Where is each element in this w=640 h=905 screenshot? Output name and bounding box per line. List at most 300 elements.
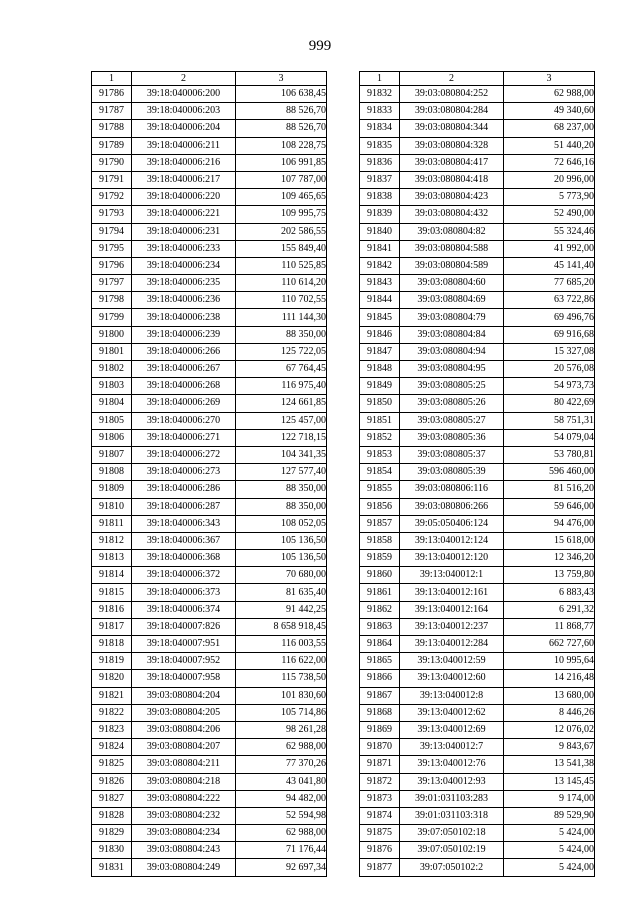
row-value: 92 697,34 bbox=[236, 859, 327, 876]
row-value: 51 440,20 bbox=[504, 137, 595, 154]
table-row bbox=[92, 292, 327, 309]
cadastral-number: 39:18:040006:373 bbox=[132, 584, 236, 601]
row-number: 91825 bbox=[92, 756, 132, 773]
row-number: 91857 bbox=[360, 515, 400, 532]
row-number: 91802 bbox=[92, 361, 132, 378]
row-value: 124 661,85 bbox=[236, 395, 327, 412]
table-row bbox=[92, 429, 327, 446]
row-value: 596 460,00 bbox=[504, 464, 595, 481]
row-value: 91 442,25 bbox=[236, 601, 327, 618]
row-number: 91862 bbox=[360, 601, 400, 618]
row-value: 52 594,98 bbox=[236, 807, 327, 824]
row-value: 81 516,20 bbox=[504, 481, 595, 498]
table-row bbox=[360, 309, 595, 326]
cadastral-number: 39:18:040006:235 bbox=[132, 275, 236, 292]
row-value: 9 843,67 bbox=[504, 739, 595, 756]
row-value: 89 529,90 bbox=[504, 807, 595, 824]
table-row bbox=[360, 429, 595, 446]
row-number: 91837 bbox=[360, 171, 400, 188]
row-number: 91788 bbox=[92, 120, 132, 137]
cadastral-number: 39:03:080806:116 bbox=[400, 481, 504, 498]
row-value: 106 991,85 bbox=[236, 154, 327, 171]
table-row bbox=[92, 171, 327, 188]
table-row bbox=[92, 670, 327, 687]
table-row bbox=[360, 240, 595, 257]
row-value: 59 646,00 bbox=[504, 498, 595, 515]
cadastral-number: 39:03:080804:417 bbox=[400, 154, 504, 171]
row-value: 58 751,31 bbox=[504, 412, 595, 429]
row-number: 91868 bbox=[360, 704, 400, 721]
cadastral-number: 39:18:040007:958 bbox=[132, 670, 236, 687]
table-row bbox=[360, 567, 595, 584]
cadastral-number: 39:18:040006:217 bbox=[132, 171, 236, 188]
row-value: 88 350,00 bbox=[236, 498, 327, 515]
cadastral-number: 39:13:040012:237 bbox=[400, 618, 504, 635]
row-number: 91848 bbox=[360, 361, 400, 378]
table-row bbox=[92, 618, 327, 635]
table-row bbox=[360, 189, 595, 206]
row-value: 72 646,16 bbox=[504, 154, 595, 171]
cadastral-number: 39:18:040006:343 bbox=[132, 515, 236, 532]
cadastral-number: 39:03:080804:211 bbox=[132, 756, 236, 773]
row-value: 108 228,75 bbox=[236, 137, 327, 154]
page-number: 999 bbox=[308, 38, 332, 54]
cadastral-number: 39:18:040006:372 bbox=[132, 567, 236, 584]
row-number: 91836 bbox=[360, 154, 400, 171]
cadastral-number: 39:03:080805:26 bbox=[400, 395, 504, 412]
table-row bbox=[360, 206, 595, 223]
column-header-1: 1 bbox=[360, 72, 400, 86]
table-row bbox=[360, 550, 595, 567]
row-value: 6 291,32 bbox=[504, 601, 595, 618]
row-number: 91858 bbox=[360, 532, 400, 549]
row-number: 91827 bbox=[92, 790, 132, 807]
cadastral-number: 39:13:040012:60 bbox=[400, 670, 504, 687]
cadastral-number: 39:13:040012:164 bbox=[400, 601, 504, 618]
row-number: 91823 bbox=[92, 721, 132, 738]
cadastral-number: 39:03:080804:82 bbox=[400, 223, 504, 240]
cadastral-number: 39:07:050102:19 bbox=[400, 842, 504, 859]
row-number: 91843 bbox=[360, 275, 400, 292]
cadastral-number: 39:13:040012:7 bbox=[400, 739, 504, 756]
row-number: 91867 bbox=[360, 687, 400, 704]
table-row bbox=[92, 739, 327, 756]
table-row bbox=[360, 687, 595, 704]
table-row bbox=[360, 137, 595, 154]
table-row bbox=[360, 361, 595, 378]
row-value: 69 496,76 bbox=[504, 309, 595, 326]
table-row bbox=[92, 498, 327, 515]
row-number: 91840 bbox=[360, 223, 400, 240]
row-number: 91805 bbox=[92, 412, 132, 429]
cadastral-number: 39:03:080805:27 bbox=[400, 412, 504, 429]
table-row bbox=[92, 807, 327, 824]
cadastral-number: 39:03:080804:95 bbox=[400, 361, 504, 378]
table-row bbox=[360, 670, 595, 687]
cadastral-number: 39:18:040006:231 bbox=[132, 223, 236, 240]
row-number: 91855 bbox=[360, 481, 400, 498]
cadastral-number: 39:03:080806:266 bbox=[400, 498, 504, 515]
row-value: 13 145,45 bbox=[504, 773, 595, 790]
row-value: 109 995,75 bbox=[236, 206, 327, 223]
row-number: 91792 bbox=[92, 189, 132, 206]
cadastral-number: 39:05:050406:124 bbox=[400, 515, 504, 532]
row-number: 91864 bbox=[360, 636, 400, 653]
table-row bbox=[360, 721, 595, 738]
column-header-2: 2 bbox=[132, 72, 236, 86]
cadastral-number: 39:18:040006:200 bbox=[132, 86, 236, 103]
cadastral-number: 39:03:080804:432 bbox=[400, 206, 504, 223]
row-number: 91800 bbox=[92, 326, 132, 343]
table-row bbox=[92, 361, 327, 378]
row-value: 127 577,40 bbox=[236, 464, 327, 481]
row-value: 116 622,00 bbox=[236, 653, 327, 670]
row-value: 88 350,00 bbox=[236, 326, 327, 343]
cadastral-number: 39:13:040012:93 bbox=[400, 773, 504, 790]
table-row bbox=[92, 446, 327, 463]
cadastral-number: 39:03:080804:418 bbox=[400, 171, 504, 188]
row-value: 111 144,30 bbox=[236, 309, 327, 326]
row-number: 91803 bbox=[92, 378, 132, 395]
row-number: 91846 bbox=[360, 326, 400, 343]
column-header-1: 1 bbox=[92, 72, 132, 86]
table-row bbox=[92, 756, 327, 773]
row-value: 54 079,04 bbox=[504, 429, 595, 446]
cadastral-number: 39:18:040006:236 bbox=[132, 292, 236, 309]
row-value: 71 176,44 bbox=[236, 842, 327, 859]
table-row bbox=[92, 825, 327, 842]
cadastral-number: 39:18:040006:286 bbox=[132, 481, 236, 498]
row-number: 91804 bbox=[92, 395, 132, 412]
row-value: 116 975,40 bbox=[236, 378, 327, 395]
row-number: 91850 bbox=[360, 395, 400, 412]
row-number: 91798 bbox=[92, 292, 132, 309]
row-number: 91811 bbox=[92, 515, 132, 532]
cadastral-number: 39:03:080804:218 bbox=[132, 773, 236, 790]
table-row bbox=[92, 550, 327, 567]
table-row bbox=[92, 257, 327, 274]
row-value: 125 722,05 bbox=[236, 343, 327, 360]
row-number: 91863 bbox=[360, 618, 400, 635]
row-number: 91877 bbox=[360, 859, 400, 876]
cadastral-number: 39:18:040006:238 bbox=[132, 309, 236, 326]
row-number: 91801 bbox=[92, 343, 132, 360]
table-row bbox=[92, 120, 327, 137]
cadastral-number: 39:18:040006:272 bbox=[132, 446, 236, 463]
cadastral-number: 39:03:080804:84 bbox=[400, 326, 504, 343]
row-number: 91810 bbox=[92, 498, 132, 515]
cadastral-number: 39:07:050102:18 bbox=[400, 825, 504, 842]
row-value: 116 003,55 bbox=[236, 636, 327, 653]
table-row bbox=[360, 446, 595, 463]
table-row bbox=[360, 584, 595, 601]
table-row bbox=[360, 275, 595, 292]
row-value: 62 988,00 bbox=[236, 739, 327, 756]
table-row bbox=[360, 412, 595, 429]
cadastral-number: 39:03:080804:423 bbox=[400, 189, 504, 206]
table-row bbox=[360, 326, 595, 343]
row-value: 68 237,00 bbox=[504, 120, 595, 137]
cadastral-number: 39:03:080805:37 bbox=[400, 446, 504, 463]
table-row bbox=[360, 842, 595, 859]
row-value: 115 738,50 bbox=[236, 670, 327, 687]
row-number: 91874 bbox=[360, 807, 400, 824]
row-value: 5 424,00 bbox=[504, 825, 595, 842]
header-row bbox=[360, 72, 595, 86]
table-row bbox=[360, 171, 595, 188]
row-value: 53 780,81 bbox=[504, 446, 595, 463]
cadastral-number: 39:18:040006:216 bbox=[132, 154, 236, 171]
row-number: 91795 bbox=[92, 240, 132, 257]
cadastral-number: 39:13:040012:59 bbox=[400, 653, 504, 670]
table-row bbox=[360, 464, 595, 481]
row-value: 70 680,00 bbox=[236, 567, 327, 584]
table-row bbox=[92, 378, 327, 395]
cadastral-number: 39:18:040006:233 bbox=[132, 240, 236, 257]
table-row bbox=[92, 275, 327, 292]
row-value: 8 446,26 bbox=[504, 704, 595, 721]
row-number: 91852 bbox=[360, 429, 400, 446]
row-value: 125 457,00 bbox=[236, 412, 327, 429]
row-number: 91814 bbox=[92, 567, 132, 584]
row-number: 91796 bbox=[92, 257, 132, 274]
row-value: 54 973,73 bbox=[504, 378, 595, 395]
row-value: 94 482,00 bbox=[236, 790, 327, 807]
row-value: 81 635,40 bbox=[236, 584, 327, 601]
row-number: 91875 bbox=[360, 825, 400, 842]
row-number: 91861 bbox=[360, 584, 400, 601]
row-value: 110 702,55 bbox=[236, 292, 327, 309]
row-number: 91829 bbox=[92, 825, 132, 842]
row-number: 91839 bbox=[360, 206, 400, 223]
row-value: 105 714,86 bbox=[236, 704, 327, 721]
row-number: 91822 bbox=[92, 704, 132, 721]
cadastral-number: 39:18:040006:271 bbox=[132, 429, 236, 446]
cadastral-number: 39:03:080804:94 bbox=[400, 343, 504, 360]
table-row bbox=[92, 859, 327, 876]
row-value: 110 525,85 bbox=[236, 257, 327, 274]
row-value: 13 759,80 bbox=[504, 567, 595, 584]
row-value: 8 658 918,45 bbox=[236, 618, 327, 635]
right-table bbox=[359, 71, 595, 877]
table-row bbox=[92, 223, 327, 240]
table-row bbox=[360, 103, 595, 120]
row-value: 98 261,28 bbox=[236, 721, 327, 738]
cadastral-number: 39:07:050102:2 bbox=[400, 859, 504, 876]
row-number: 91794 bbox=[92, 223, 132, 240]
row-number: 91844 bbox=[360, 292, 400, 309]
cadastral-number: 39:03:080804:205 bbox=[132, 704, 236, 721]
cadastral-number: 39:03:080804:207 bbox=[132, 739, 236, 756]
cadastral-number: 39:18:040006:211 bbox=[132, 137, 236, 154]
row-value: 88 350,00 bbox=[236, 481, 327, 498]
row-number: 91790 bbox=[92, 154, 132, 171]
cadastral-number: 39:18:040007:952 bbox=[132, 653, 236, 670]
row-value: 67 764,45 bbox=[236, 361, 327, 378]
table-row bbox=[360, 807, 595, 824]
row-number: 91797 bbox=[92, 275, 132, 292]
cadastral-number: 39:18:040007:951 bbox=[132, 636, 236, 653]
row-number: 91816 bbox=[92, 601, 132, 618]
table-row bbox=[92, 103, 327, 120]
column-header-2: 2 bbox=[400, 72, 504, 86]
table-row bbox=[92, 86, 327, 103]
row-value: 9 174,00 bbox=[504, 790, 595, 807]
row-number: 91866 bbox=[360, 670, 400, 687]
cadastral-number: 39:18:040006:269 bbox=[132, 395, 236, 412]
row-number: 91808 bbox=[92, 464, 132, 481]
row-number: 91849 bbox=[360, 378, 400, 395]
header-row bbox=[92, 72, 327, 86]
row-value: 88 526,70 bbox=[236, 103, 327, 120]
table-row bbox=[360, 257, 595, 274]
table-row bbox=[360, 120, 595, 137]
row-value: 62 988,00 bbox=[504, 86, 595, 103]
row-value: 105 136,50 bbox=[236, 550, 327, 567]
table-row bbox=[360, 653, 595, 670]
table-row bbox=[92, 653, 327, 670]
cadastral-number: 39:18:040006:267 bbox=[132, 361, 236, 378]
cadastral-number: 39:03:080804:222 bbox=[132, 790, 236, 807]
row-number: 91871 bbox=[360, 756, 400, 773]
row-number: 91876 bbox=[360, 842, 400, 859]
cadastral-number: 39:03:080804:204 bbox=[132, 687, 236, 704]
row-value: 101 830,60 bbox=[236, 687, 327, 704]
table-row bbox=[92, 309, 327, 326]
cadastral-number: 39:18:040006:287 bbox=[132, 498, 236, 515]
table-row bbox=[360, 154, 595, 171]
row-value: 122 718,15 bbox=[236, 429, 327, 446]
row-number: 91851 bbox=[360, 412, 400, 429]
row-number: 91853 bbox=[360, 446, 400, 463]
row-value: 109 465,65 bbox=[236, 189, 327, 206]
cadastral-number: 39:13:040012:120 bbox=[400, 550, 504, 567]
row-number: 91865 bbox=[360, 653, 400, 670]
table-row bbox=[360, 601, 595, 618]
row-value: 105 136,50 bbox=[236, 532, 327, 549]
cadastral-number: 39:18:040006:221 bbox=[132, 206, 236, 223]
row-value: 63 722,86 bbox=[504, 292, 595, 309]
row-number: 91860 bbox=[360, 567, 400, 584]
cadastral-number: 39:18:040006:273 bbox=[132, 464, 236, 481]
cadastral-number: 39:03:080804:328 bbox=[400, 137, 504, 154]
table-row bbox=[92, 584, 327, 601]
cadastral-number: 39:03:080804:284 bbox=[400, 103, 504, 120]
row-value: 5 424,00 bbox=[504, 859, 595, 876]
table-row bbox=[92, 636, 327, 653]
row-value: 45 141,40 bbox=[504, 257, 595, 274]
row-number: 91812 bbox=[92, 532, 132, 549]
row-value: 41 992,00 bbox=[504, 240, 595, 257]
cadastral-number: 39:03:080804:206 bbox=[132, 721, 236, 738]
table-row bbox=[360, 825, 595, 842]
row-value: 20 996,00 bbox=[504, 171, 595, 188]
row-number: 91832 bbox=[360, 86, 400, 103]
row-value: 662 727,60 bbox=[504, 636, 595, 653]
row-number: 91824 bbox=[92, 739, 132, 756]
row-number: 91828 bbox=[92, 807, 132, 824]
cadastral-number: 39:13:040012:62 bbox=[400, 704, 504, 721]
cadastral-number: 39:13:040012:284 bbox=[400, 636, 504, 653]
cadastral-number: 39:03:080804:232 bbox=[132, 807, 236, 824]
row-number: 91835 bbox=[360, 137, 400, 154]
row-value: 12 346,20 bbox=[504, 550, 595, 567]
table-row bbox=[360, 343, 595, 360]
row-number: 91799 bbox=[92, 309, 132, 326]
cadastral-number: 39:18:040006:270 bbox=[132, 412, 236, 429]
cadastral-number: 39:18:040006:220 bbox=[132, 189, 236, 206]
row-number: 91793 bbox=[92, 206, 132, 223]
cadastral-number: 39:13:040012:1 bbox=[400, 567, 504, 584]
table-row bbox=[92, 343, 327, 360]
row-number: 91809 bbox=[92, 481, 132, 498]
row-number: 91817 bbox=[92, 618, 132, 635]
row-number: 91830 bbox=[92, 842, 132, 859]
row-number: 91873 bbox=[360, 790, 400, 807]
row-number: 91807 bbox=[92, 446, 132, 463]
table-row bbox=[360, 739, 595, 756]
row-value: 155 849,40 bbox=[236, 240, 327, 257]
row-number: 91847 bbox=[360, 343, 400, 360]
row-value: 20 576,08 bbox=[504, 361, 595, 378]
cadastral-number: 39:18:040006:234 bbox=[132, 257, 236, 274]
row-number: 91787 bbox=[92, 103, 132, 120]
row-number: 91820 bbox=[92, 670, 132, 687]
cadastral-number: 39:01:031103:283 bbox=[400, 790, 504, 807]
table-row bbox=[360, 704, 595, 721]
row-value: 88 526,70 bbox=[236, 120, 327, 137]
cadastral-number: 39:03:080804:243 bbox=[132, 842, 236, 859]
row-number: 91833 bbox=[360, 103, 400, 120]
left-table bbox=[91, 71, 327, 877]
table-row bbox=[92, 687, 327, 704]
row-value: 6 883,43 bbox=[504, 584, 595, 601]
cadastral-number: 39:03:080805:25 bbox=[400, 378, 504, 395]
cadastral-number: 39:18:040007:826 bbox=[132, 618, 236, 635]
row-value: 14 216,48 bbox=[504, 670, 595, 687]
row-value: 5 424,00 bbox=[504, 842, 595, 859]
cadastral-number: 39:18:040006:239 bbox=[132, 326, 236, 343]
table-row bbox=[360, 636, 595, 653]
row-number: 91815 bbox=[92, 584, 132, 601]
row-value: 15 327,08 bbox=[504, 343, 595, 360]
row-value: 104 341,35 bbox=[236, 446, 327, 463]
table-row bbox=[360, 618, 595, 635]
cadastral-number: 39:03:080804:234 bbox=[132, 825, 236, 842]
table-row bbox=[92, 206, 327, 223]
table-row bbox=[92, 704, 327, 721]
cadastral-number: 39:03:080804:79 bbox=[400, 309, 504, 326]
row-value: 49 340,60 bbox=[504, 103, 595, 120]
table-row bbox=[360, 532, 595, 549]
row-value: 77 370,26 bbox=[236, 756, 327, 773]
row-value: 5 773,90 bbox=[504, 189, 595, 206]
row-value: 13 680,00 bbox=[504, 687, 595, 704]
cadastral-number: 39:03:080804:589 bbox=[400, 257, 504, 274]
row-value: 77 685,20 bbox=[504, 275, 595, 292]
row-value: 106 638,45 bbox=[236, 86, 327, 103]
table-row bbox=[92, 412, 327, 429]
table-row bbox=[92, 790, 327, 807]
row-number: 91842 bbox=[360, 257, 400, 274]
row-value: 52 490,00 bbox=[504, 206, 595, 223]
table-row bbox=[92, 395, 327, 412]
row-value: 13 541,38 bbox=[504, 756, 595, 773]
row-value: 12 076,02 bbox=[504, 721, 595, 738]
row-number: 91813 bbox=[92, 550, 132, 567]
cadastral-number: 39:18:040006:203 bbox=[132, 103, 236, 120]
row-value: 15 618,00 bbox=[504, 532, 595, 549]
